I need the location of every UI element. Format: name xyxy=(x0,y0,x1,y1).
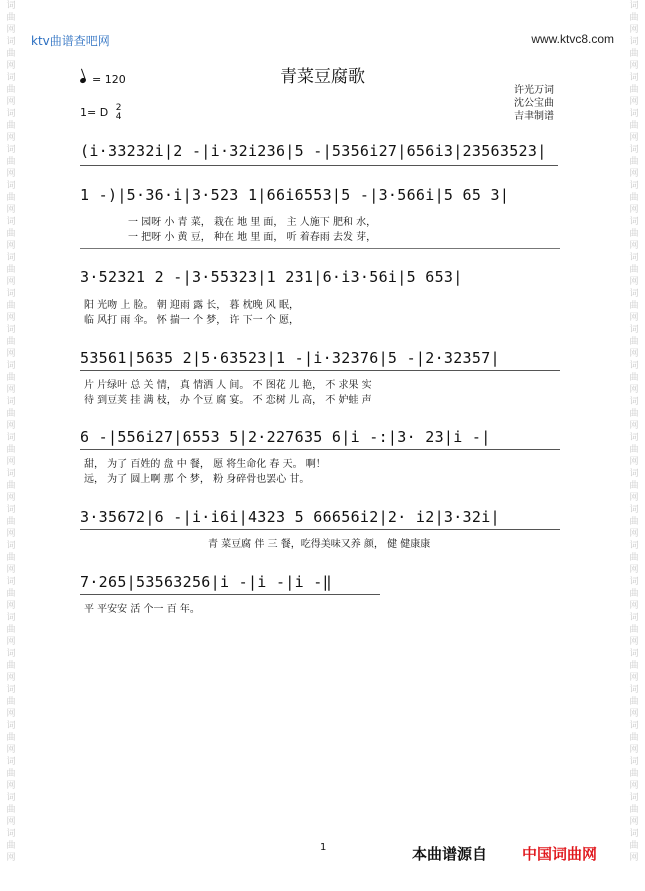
watermark-char: 词 xyxy=(629,1,639,11)
watermark-char: 曲 xyxy=(6,409,16,419)
watermark-char: 曲 xyxy=(6,481,16,491)
watermark-char: 曲 xyxy=(6,625,16,635)
watermark-char: 网 xyxy=(629,817,639,827)
watermark-char: 网 xyxy=(6,817,16,827)
watermark-char: 曲 xyxy=(629,409,639,419)
watermark-char: 曲 xyxy=(6,805,16,815)
watermark-char: 曲 xyxy=(629,661,639,671)
score-line-6: 3·35672|6 -|i·i6i|4323 5 66656i2|2· i2|3·32i| xyxy=(80,508,500,526)
watermark-char: 网 xyxy=(629,61,639,71)
watermark-char: 词 xyxy=(6,37,16,47)
watermark-char: 网 xyxy=(6,637,16,647)
watermark-char: 曲 xyxy=(6,229,16,239)
watermark-char: 网 xyxy=(6,25,16,35)
watermark-char: 词 xyxy=(629,613,639,623)
watermark-char: 词 xyxy=(6,181,16,191)
watermark-char: 曲 xyxy=(629,301,639,311)
watermark-char: 曲 xyxy=(629,589,639,599)
watermark-char: 词 xyxy=(629,217,639,227)
watermark-char: 网 xyxy=(629,709,639,719)
watermark-char: 曲 xyxy=(6,373,16,383)
watermark-char: 网 xyxy=(6,601,16,611)
watermark-char: 网 xyxy=(6,529,16,539)
watermark-char: 曲 xyxy=(6,49,16,59)
watermark-char: 词 xyxy=(629,541,639,551)
watermark-char: 词 xyxy=(6,433,16,443)
watermark-char: 网 xyxy=(629,241,639,251)
site-name-left[interactable]: ktv曲谱查吧网 xyxy=(31,34,110,48)
watermark-char: 词 xyxy=(6,361,16,371)
watermark-char: 曲 xyxy=(629,769,639,779)
watermark-char: 网 xyxy=(629,205,639,215)
watermark-char: 曲 xyxy=(6,589,16,599)
timesig-top: 2 xyxy=(115,103,122,113)
watermark-char: 曲 xyxy=(6,697,16,707)
watermark-char: 词 xyxy=(6,793,16,803)
watermark-char: 词 xyxy=(6,145,16,155)
watermark-char: 网 xyxy=(6,97,16,107)
watermark-char: 词 xyxy=(6,217,16,227)
watermark-char: 网 xyxy=(6,673,16,683)
watermark-char: 曲 xyxy=(629,733,639,743)
watermark-char: 曲 xyxy=(629,481,639,491)
watermark-char: 词 xyxy=(629,721,639,731)
left-watermark xyxy=(4,0,18,864)
watermark-char: 词 xyxy=(629,577,639,587)
watermark-char: 词 xyxy=(6,253,16,263)
watermark-char: 网 xyxy=(629,133,639,143)
watermark-char: 曲 xyxy=(629,85,639,95)
watermark-char: 词 xyxy=(6,757,16,767)
beam-line-5 xyxy=(80,449,560,450)
watermark-char: 词 xyxy=(629,397,639,407)
lyric-line-4a: 片 片绿叶 总 关 情， 真 情洒 人 间。 不 图花 儿 艳， 不 求果 实 xyxy=(84,380,372,391)
watermark-char: 词 xyxy=(629,685,639,695)
watermark-char: 曲 xyxy=(6,337,16,347)
watermark-char: 网 xyxy=(629,277,639,287)
watermark-char: 网 xyxy=(629,637,639,647)
watermark-char: 网 xyxy=(629,169,639,179)
watermark-char: 网 xyxy=(6,781,16,791)
beam-line-6 xyxy=(80,529,560,530)
source-site-link[interactable]: 中国词曲网 xyxy=(522,845,598,863)
watermark-char: 词 xyxy=(629,505,639,515)
watermark-char: 网 xyxy=(6,853,16,863)
watermark-char: 词 xyxy=(629,289,639,299)
score-line-3: 3·52321 2 -|3·55323|1 231|6·i3·56i|5 653| xyxy=(80,268,463,286)
watermark-char: 词 xyxy=(6,397,16,407)
beam-line-7 xyxy=(80,594,380,595)
watermark-char: 曲 xyxy=(6,841,16,851)
watermark-char: 词 xyxy=(629,649,639,659)
watermark-char: 词 xyxy=(6,649,16,659)
watermark-char: 曲 xyxy=(6,733,16,743)
watermark-char: 网 xyxy=(629,853,639,863)
watermark-char: 词 xyxy=(6,541,16,551)
watermark-char: 曲 xyxy=(629,517,639,527)
score-line-1: (i·33232i|2 -|i·32i236|5 -|5356i27|656i3|23563523| xyxy=(80,142,547,160)
quarter-note-icon xyxy=(79,77,86,84)
watermark-char: 曲 xyxy=(629,445,639,455)
watermark-char: 词 xyxy=(629,181,639,191)
watermark-char: 词 xyxy=(6,721,16,731)
lyric-line-3b: 临 风打 雨 伞。 怀 揣一 个 梦， 许 下一 个 愿， xyxy=(84,315,299,326)
watermark-char: 网 xyxy=(6,457,16,467)
watermark-char: 曲 xyxy=(629,13,639,23)
watermark-char: 曲 xyxy=(629,805,639,815)
watermark-char: 词 xyxy=(629,73,639,83)
watermark-char: 网 xyxy=(6,277,16,287)
watermark-char: 词 xyxy=(6,613,16,623)
watermark-char: 曲 xyxy=(6,517,16,527)
key-signature xyxy=(80,104,121,122)
score-line-4: 53561|5635 2|5·63523|1 -|i·32376|5 -|2·32357| xyxy=(80,349,500,367)
watermark-char: 词 xyxy=(629,37,639,47)
watermark-char: 曲 xyxy=(629,697,639,707)
lyricist: 许光万词 xyxy=(514,85,554,96)
watermark-char: 词 xyxy=(629,325,639,335)
watermark-char: 网 xyxy=(6,385,16,395)
score-line-5: 6 -|556i27|6553 5|2·227635 6|i -:|3· 23|i -| xyxy=(80,428,491,446)
watermark-char: 网 xyxy=(629,385,639,395)
watermark-char: 曲 xyxy=(6,445,16,455)
watermark-char: 网 xyxy=(629,97,639,107)
watermark-char: 网 xyxy=(6,493,16,503)
watermark-char: 网 xyxy=(6,169,16,179)
right-watermark xyxy=(627,0,641,864)
watermark-char: 曲 xyxy=(629,553,639,563)
watermark-char: 词 xyxy=(6,325,16,335)
score-line-7: 7·265|53563256|i -|i -|i -‖ xyxy=(80,573,332,591)
watermark-char: 词 xyxy=(629,253,639,263)
watermark-char: 曲 xyxy=(629,49,639,59)
watermark-char: 网 xyxy=(6,313,16,323)
lyric-line-3a: 阳 光吻 上 脸。 朝 迎雨 露 长， 暮 枕晚 风 眠， xyxy=(84,300,299,311)
watermark-char: 曲 xyxy=(629,121,639,131)
watermark-char: 网 xyxy=(629,313,639,323)
watermark-char: 词 xyxy=(629,433,639,443)
page-number: 1 xyxy=(320,842,327,853)
lyric-line-7a: 平 平安安 活 个一 百 年。 xyxy=(84,604,200,615)
time-signature xyxy=(116,104,122,122)
watermark-char: 词 xyxy=(6,1,16,11)
watermark-char: 网 xyxy=(629,457,639,467)
watermark-char: 曲 xyxy=(629,193,639,203)
watermark-char: 词 xyxy=(629,145,639,155)
watermark-char: 网 xyxy=(6,133,16,143)
song-title: 青菜豆腐歌 xyxy=(280,67,365,87)
lyric-line-2b: 一 把呀 小 黄 豆， 种在 地 里 面， 听 着春雨 去发 芽， xyxy=(128,232,377,243)
watermark-char: 曲 xyxy=(629,229,639,239)
source-label: 本曲谱源自 xyxy=(412,845,488,863)
beam-line-3 xyxy=(80,248,560,249)
watermark-char: 词 xyxy=(629,109,639,119)
watermark-char: 曲 xyxy=(6,13,16,23)
watermark-char: 网 xyxy=(629,781,639,791)
watermark-char: 曲 xyxy=(629,265,639,275)
watermark-char: 曲 xyxy=(6,193,16,203)
watermark-char: 网 xyxy=(629,493,639,503)
watermark-char: 曲 xyxy=(6,661,16,671)
beam-line-4 xyxy=(80,370,560,371)
watermark-char: 网 xyxy=(629,529,639,539)
composer: 沈公宝曲 xyxy=(514,98,554,109)
watermark-char: 网 xyxy=(629,673,639,683)
beam-line-1 xyxy=(80,165,558,166)
timesig-bottom: 4 xyxy=(115,112,122,122)
watermark-char: 网 xyxy=(6,709,16,719)
watermark-char: 词 xyxy=(6,505,16,515)
arranger: 吉聿制谱 xyxy=(514,111,554,122)
watermark-char: 网 xyxy=(6,421,16,431)
watermark-char: 词 xyxy=(629,361,639,371)
lyric-line-2a: 一 园呀 小 青 菜， 栽在 地 里 面， 主 人施下 肥和 水， xyxy=(128,217,377,228)
watermark-char: 曲 xyxy=(629,625,639,635)
watermark-char: 网 xyxy=(629,25,639,35)
tempo-value: = 120 xyxy=(92,73,126,86)
watermark-char: 曲 xyxy=(6,769,16,779)
watermark-char: 词 xyxy=(629,793,639,803)
watermark-char: 词 xyxy=(629,757,639,767)
watermark-char: 网 xyxy=(629,349,639,359)
watermark-char: 曲 xyxy=(629,157,639,167)
watermark-char: 曲 xyxy=(6,265,16,275)
watermark-char: 曲 xyxy=(629,337,639,347)
watermark-char: 词 xyxy=(6,685,16,695)
watermark-char: 网 xyxy=(629,421,639,431)
watermark-char: 曲 xyxy=(6,301,16,311)
watermark-char: 网 xyxy=(629,565,639,575)
lyric-line-5a: 甜， 为了 百姓的 盘 中 餐， 愿 将生命化 春 天。 啊！ xyxy=(84,459,326,470)
watermark-char: 词 xyxy=(6,829,16,839)
watermark-char: 曲 xyxy=(6,121,16,131)
site-url-right[interactable]: www.ktvc8.com xyxy=(531,32,614,46)
key-label: 1= D xyxy=(80,106,109,119)
watermark-char: 曲 xyxy=(6,85,16,95)
watermark-char: 词 xyxy=(6,73,16,83)
watermark-char: 曲 xyxy=(6,553,16,563)
lyric-line-5b: 远， 为了 圆上啊 那 个 梦， 粉 身碎骨也罢心 甘。 xyxy=(84,474,310,485)
watermark-char: 词 xyxy=(6,289,16,299)
watermark-char: 网 xyxy=(629,745,639,755)
watermark-char: 网 xyxy=(6,565,16,575)
watermark-char: 词 xyxy=(629,469,639,479)
watermark-char: 网 xyxy=(6,61,16,71)
watermark-char: 曲 xyxy=(6,157,16,167)
watermark-char: 网 xyxy=(629,601,639,611)
watermark-char: 网 xyxy=(6,745,16,755)
watermark-char: 词 xyxy=(6,469,16,479)
credits xyxy=(514,84,554,123)
lyric-line-6a: 青 菜豆腐 伴 三 餐，吃得美味又养 颜， 健 健康康 xyxy=(208,539,431,550)
tempo-marking xyxy=(80,73,126,86)
score-line-2: 1 -)|5·36·i|3·523 1|66i6553|5 -|3·566i|5 65 3| xyxy=(80,186,510,204)
watermark-char: 词 xyxy=(6,577,16,587)
watermark-char: 词 xyxy=(6,109,16,119)
watermark-char: 曲 xyxy=(629,373,639,383)
watermark-char: 网 xyxy=(6,349,16,359)
watermark-char: 曲 xyxy=(629,841,639,851)
watermark-char: 网 xyxy=(6,205,16,215)
watermark-char: 网 xyxy=(6,241,16,251)
watermark-char: 词 xyxy=(629,829,639,839)
lyric-line-4b: 待 到豆荚 挂 满 枝， 办 个豆 腐 宴。 不 恋树 儿 高， 不 妒蛙 声 xyxy=(84,395,372,406)
